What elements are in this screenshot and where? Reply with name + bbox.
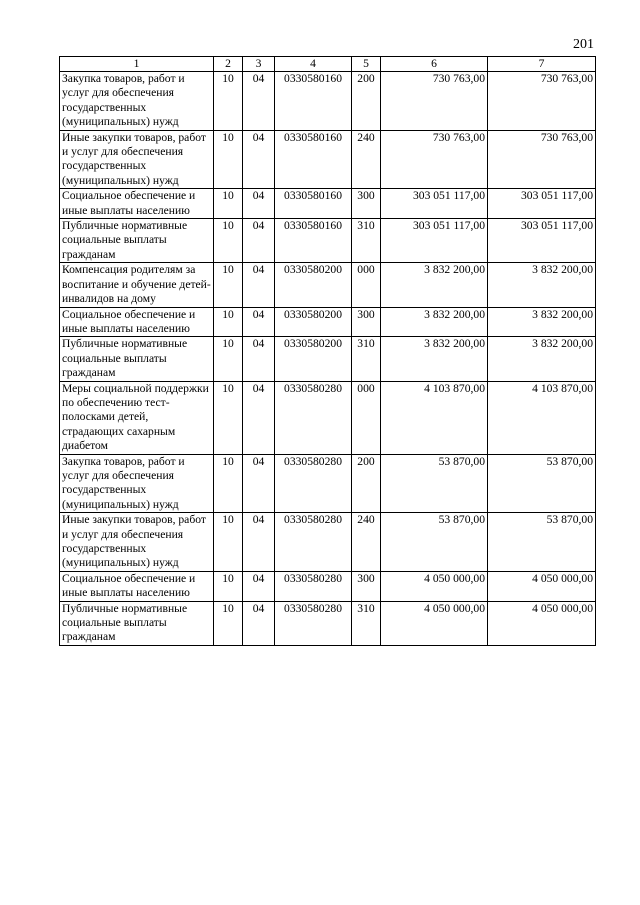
row-amount-1-cell: 303 051 117,00 [381, 189, 488, 219]
row-subsection-cell: 04 [243, 72, 275, 131]
row-expense-type-cell: 240 [352, 513, 381, 572]
row-target-article-cell: 0330580280 [275, 601, 352, 645]
row-section-cell: 10 [214, 601, 243, 645]
column-header-expense-type: 5 [352, 57, 381, 72]
row-target-article-cell: 0330580280 [275, 571, 352, 601]
row-section-cell: 10 [214, 130, 243, 189]
row-amount-1-cell: 3 832 200,00 [381, 337, 488, 381]
row-expense-type-cell: 000 [352, 263, 381, 307]
table-row [60, 189, 596, 219]
row-section-cell: 10 [214, 307, 243, 337]
row-expense-type-cell: 200 [352, 72, 381, 131]
row-amount-1-cell: 4 050 000,00 [381, 571, 488, 601]
row-section-cell: 10 [214, 337, 243, 381]
row-expense-type-cell: 200 [352, 454, 381, 513]
row-target-article-cell: 0330580200 [275, 307, 352, 337]
row-expense-type-cell: 000 [352, 381, 381, 454]
row-amount-1-cell: 730 763,00 [381, 130, 488, 189]
row-target-article-cell: 0330580160 [275, 72, 352, 131]
row-amount-1-cell: 303 051 117,00 [381, 219, 488, 263]
table-body [60, 72, 596, 646]
row-name-cell: Меры социальной поддержки по обеспечению тест-полосками детей, страдающих сахарным диабетом [60, 381, 214, 454]
row-name-cell: Закупка товаров, работ и услуг для обеспечения государственных (муниципальных) нужд [60, 454, 214, 513]
table-row [60, 72, 596, 131]
row-amount-2-cell: 53 870,00 [488, 454, 596, 513]
row-section-cell: 10 [214, 189, 243, 219]
table-row [60, 263, 596, 307]
row-amount-2-cell: 3 832 200,00 [488, 263, 596, 307]
row-subsection-cell: 04 [243, 189, 275, 219]
row-target-article-cell: 0330580160 [275, 130, 352, 189]
row-section-cell: 10 [214, 454, 243, 513]
row-amount-1-cell: 4 103 870,00 [381, 381, 488, 454]
row-target-article-cell: 0330580160 [275, 219, 352, 263]
column-header-subsection: 3 [243, 57, 275, 72]
row-subsection-cell: 04 [243, 263, 275, 307]
column-header-amount-1: 6 [381, 57, 488, 72]
row-target-article-cell: 0330580160 [275, 189, 352, 219]
table-row [60, 381, 596, 454]
table-row [60, 454, 596, 513]
row-amount-2-cell: 3 832 200,00 [488, 337, 596, 381]
row-subsection-cell: 04 [243, 381, 275, 454]
table-row [60, 601, 596, 645]
row-target-article-cell: 0330580200 [275, 263, 352, 307]
row-subsection-cell: 04 [243, 454, 275, 513]
row-subsection-cell: 04 [243, 130, 275, 189]
table-row [60, 307, 596, 337]
table-row [60, 219, 596, 263]
row-subsection-cell: 04 [243, 571, 275, 601]
table-header [60, 57, 596, 72]
row-expense-type-cell: 310 [352, 219, 381, 263]
row-name-cell: Иные закупки товаров, работ и услуг для обеспечения государственных (муниципальных) нужд [60, 513, 214, 572]
table-row [60, 337, 596, 381]
row-amount-1-cell: 3 832 200,00 [381, 263, 488, 307]
row-amount-2-cell: 53 870,00 [488, 513, 596, 572]
table-row [60, 130, 596, 189]
row-amount-2-cell: 4 050 000,00 [488, 601, 596, 645]
row-section-cell: 10 [214, 571, 243, 601]
budget-table [59, 56, 596, 646]
row-expense-type-cell: 300 [352, 189, 381, 219]
row-expense-type-cell: 310 [352, 337, 381, 381]
row-subsection-cell: 04 [243, 601, 275, 645]
row-name-cell: Публичные нормативные социальные выплаты гражданам [60, 337, 214, 381]
row-section-cell: 10 [214, 219, 243, 263]
column-header-target-article: 4 [275, 57, 352, 72]
row-section-cell: 10 [214, 381, 243, 454]
row-amount-2-cell: 730 763,00 [488, 72, 596, 131]
column-header-name: 1 [60, 57, 214, 72]
row-name-cell: Публичные нормативные социальные выплаты гражданам [60, 219, 214, 263]
row-amount-2-cell: 303 051 117,00 [488, 219, 596, 263]
row-amount-2-cell: 303 051 117,00 [488, 189, 596, 219]
row-amount-1-cell: 53 870,00 [381, 513, 488, 572]
row-name-cell: Социальное обеспечение и иные выплаты населению [60, 571, 214, 601]
row-subsection-cell: 04 [243, 513, 275, 572]
column-header-amount-2: 7 [488, 57, 596, 72]
row-target-article-cell: 0330580280 [275, 454, 352, 513]
row-expense-type-cell: 310 [352, 601, 381, 645]
row-target-article-cell: 0330580280 [275, 381, 352, 454]
row-expense-type-cell: 300 [352, 571, 381, 601]
row-name-cell: Иные закупки товаров, работ и услуг для обеспечения государственных (муниципальных) нужд [60, 130, 214, 189]
row-section-cell: 10 [214, 513, 243, 572]
row-amount-2-cell: 4 050 000,00 [488, 571, 596, 601]
row-section-cell: 10 [214, 72, 243, 131]
row-name-cell: Социальное обеспечение и иные выплаты населению [60, 307, 214, 337]
row-amount-2-cell: 3 832 200,00 [488, 307, 596, 337]
row-amount-1-cell: 3 832 200,00 [381, 307, 488, 337]
header-row [60, 57, 596, 72]
row-amount-2-cell: 4 103 870,00 [488, 381, 596, 454]
row-name-cell: Публичные нормативные социальные выплаты гражданам [60, 601, 214, 645]
row-target-article-cell: 0330580280 [275, 513, 352, 572]
row-subsection-cell: 04 [243, 219, 275, 263]
row-name-cell: Социальное обеспечение и иные выплаты населению [60, 189, 214, 219]
row-target-article-cell: 0330580200 [275, 337, 352, 381]
row-subsection-cell: 04 [243, 337, 275, 381]
row-expense-type-cell: 300 [352, 307, 381, 337]
row-amount-2-cell: 730 763,00 [488, 130, 596, 189]
row-amount-1-cell: 730 763,00 [381, 72, 488, 131]
row-subsection-cell: 04 [243, 307, 275, 337]
row-name-cell: Закупка товаров, работ и услуг для обеспечения государственных (муниципальных) нужд [60, 72, 214, 131]
table-row [60, 513, 596, 572]
column-header-section: 2 [214, 57, 243, 72]
page-number: 201 [573, 37, 594, 52]
row-amount-1-cell: 4 050 000,00 [381, 601, 488, 645]
table-row [60, 571, 596, 601]
row-expense-type-cell: 240 [352, 130, 381, 189]
row-section-cell: 10 [214, 263, 243, 307]
row-amount-1-cell: 53 870,00 [381, 454, 488, 513]
row-name-cell: Компенсация родителям за воспитание и обучение детей-инвалидов на дому [60, 263, 214, 307]
